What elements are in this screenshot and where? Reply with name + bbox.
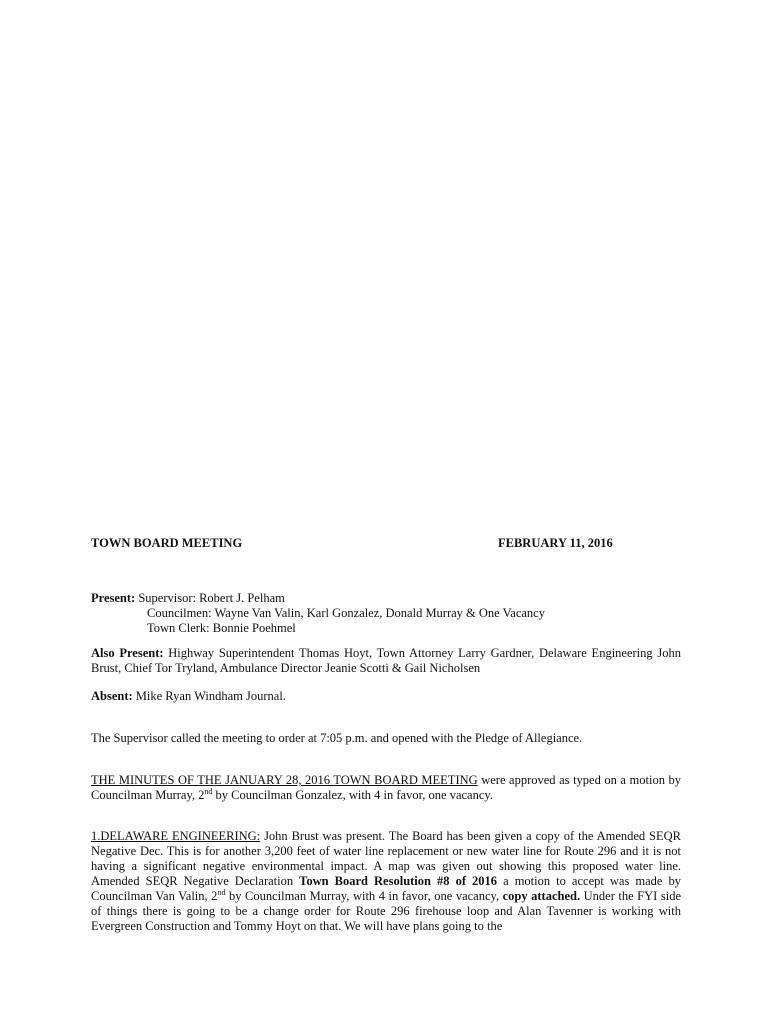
minutes-paragraph [91,773,681,803]
item1-paragraph [91,829,681,934]
item1-sup: nd [217,887,226,897]
absent-text: Mike Ryan Windham Journal. [135,689,286,703]
item1-resolution: Town Board Resolution #8 of 2016 [299,874,498,888]
meeting-title: TOWN BOARD MEETING [91,536,243,550]
present-section [91,591,681,636]
absent-label: Absent: [91,689,133,703]
present-label: Present: [91,591,136,605]
document-page [91,0,681,1024]
minutes-text-b: by Councilman Gonzalez, with 4 in favor, one vacancy. [212,788,493,802]
item1-copy-attached: copy attached. [502,889,581,903]
item1-heading: 1.DELAWARE ENGINEERING: [91,829,261,843]
also-present-section [91,646,681,676]
minutes-heading: THE MINUTES OF THE JANUARY 28, 2016 TOWN BOARD MEETING [91,773,478,787]
item1-text-a: John Brust was present. The Board has been given a copy of the Amended SEQR Negative Dec. This is for another 3,200 feet of water line replacement or new water line for Route 296 and it is not having a significant negative environmental impact. A map was given out showing this proposed water line. Amended SEQR Negative Declaration [91,829,681,888]
absent-section [91,689,681,704]
item1-text-c: by Councilman Murray, with 4 in favor, one vacancy, [225,889,503,903]
also-present-label: Also Present: [91,646,164,660]
minutes-sup: nd [204,786,213,796]
present-councilmen: Councilmen: Wayne Van Valin, Karl Gonzalez, Donald Murray & One Vacancy [147,606,545,620]
also-present-text: Highway Superintendent Thomas Hoyt, Town Attorney Larry Gardner, Delaware Engineering John Brust, Chief Tor Tryland, Ambulance Director Jeanie Scotti & Gail Nicholsen [91,646,681,675]
meeting-header [91,536,681,551]
meeting-date: FEBRUARY 11, 2016 [498,536,613,550]
present-clerk: Town Clerk: Bonnie Poehmel [147,621,296,635]
call-to-order-text: The Supervisor called the meeting to order at 7:05 p.m. and opened with the Pledge of Allegiance. [91,731,583,745]
call-to-order-paragraph [91,731,681,746]
item1-text-b: a motion to accept was made by Councilman Van Valin, 2 [91,874,682,903]
item1-text-d: Under the FYI side of things there is going to be a change order for Route 296 firehouse loop and Alan Tavenner is working with Evergreen Construction and Tommy Hoyt on that. We will have plans going to the [91,889,681,933]
minutes-text-a: were approved as typed on a motion by Councilman Murray, 2 [91,773,681,802]
present-supervisor: Supervisor: Robert J. Pelham [138,591,285,605]
